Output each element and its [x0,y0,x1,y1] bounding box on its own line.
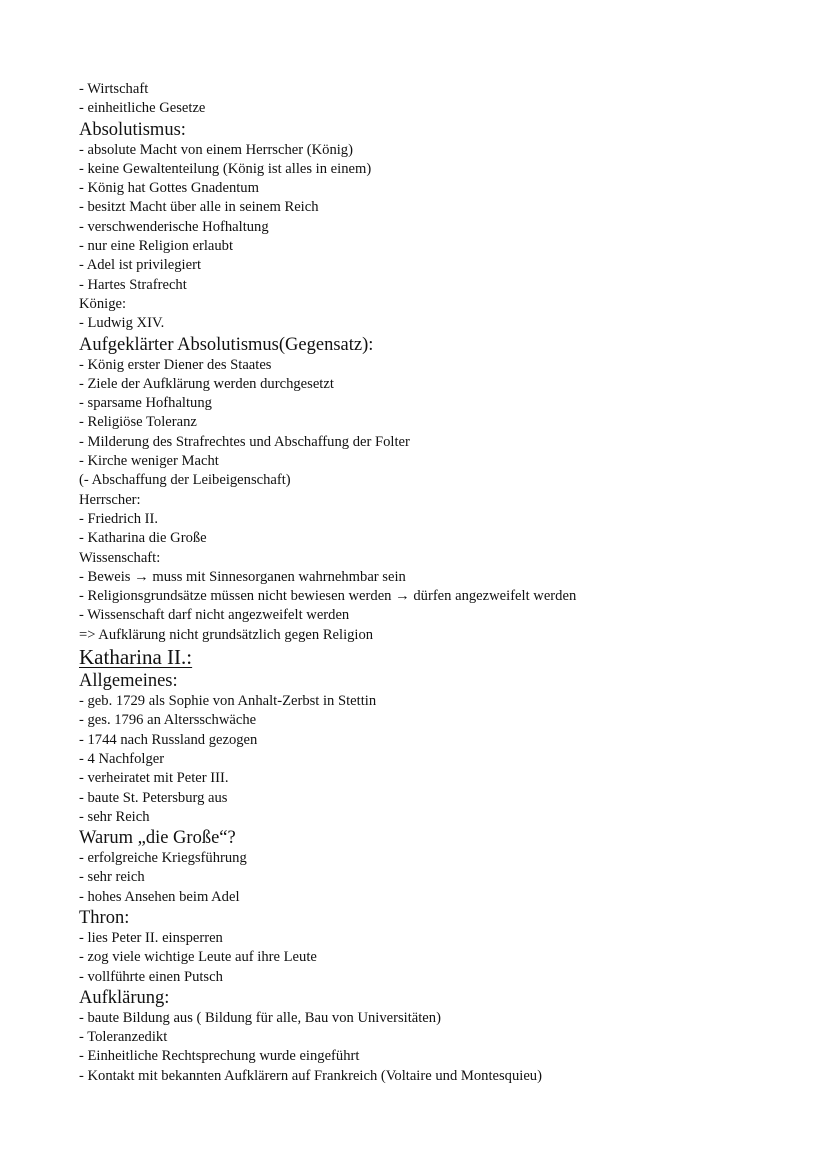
subsection-label-rulers: Herrscher: [79,491,141,508]
list-item: - lies Peter II. einsperren [79,929,223,946]
list-item: - ges. 1796 an Altersschwäche [79,712,257,729]
list-item: - absolute Macht von einem Herrscher (König) [79,141,353,158]
list-item: => Aufklärung nicht grundsätzlich gegen Religion [79,626,374,643]
section-heading-warum-die-grosse: Warum „die Große“? [79,828,236,849]
list-item: - 4 Nachfolger [79,750,165,767]
list-item: - nur eine Religion erlaubt [79,238,233,255]
list-item: - baute Bildung aus ( Bildung für alle, Bau von Universitäten) [79,1009,441,1026]
list-item: - Religionsgrundsätze müssen nicht bewiesen werden → dürfen angezweifelt werden [79,588,577,605]
list-item: - hohes Ansehen beim Adel [79,888,240,905]
list-item: - Toleranzedikt [79,1029,168,1046]
list-item: - König erster Diener des Staates [79,356,272,373]
list-item: - verheiratet mit Peter III. [79,770,229,787]
list-item: - König hat Gottes Gnadentum [79,180,259,197]
list-item: - sparsame Hofhaltung [79,395,212,412]
list-item: - verschwenderische Hofhaltung [79,218,269,235]
list-item: (- Abschaffung der Leibeigenschaft) [79,472,291,489]
list-item: - besitzt Macht über alle in seinem Reich [79,199,319,216]
section-heading-absolutismus: Absolutismus: [79,119,186,140]
list-item: - Einheitliche Rechtsprechung wurde eingeführt [79,1048,360,1065]
section-heading-aufklaerung: Aufklärung: [79,987,170,1008]
list-item: - sehr reich [79,869,145,886]
list-item: - Kontakt mit bekannten Aufklärern auf Frankreich (Voltaire und Montesquieu) [79,1067,542,1084]
list-item: - einheitliche Gesetze [79,100,206,117]
section-heading-allgemeines: Allgemeines: [79,671,178,692]
list-item: - erfolgreiche Kriegsführung [79,850,247,867]
list-item: - zog viele wichtige Leute auf ihre Leute [79,949,317,966]
list-item: - sehr Reich [79,808,150,825]
list-item: - 1744 nach Russland gezogen [79,731,258,748]
list-item: - Beweis → muss mit Sinnesorganen wahrnehmbar sein [79,568,406,585]
list-item: - keine Gewaltenteilung (König ist alles in einem) [79,160,372,177]
list-item: - geb. 1729 als Sophie von Anhalt-Zerbst in Stettin [79,693,377,710]
list-item: - Friedrich II. [79,510,159,527]
section-heading-thron: Thron: [79,907,130,928]
list-item: - Ziele der Aufklärung werden durchgesetzt [79,375,334,392]
list-item: - Hartes Strafrecht [79,276,187,293]
section-heading-aufgeklaerter-absolutismus: Aufgeklärter Absolutismus(Gegensatz): [79,334,374,355]
list-item: - Wirtschaft [79,81,149,97]
list-item: - vollführte einen Putsch [79,968,223,985]
notes-page [79,80,799,1086]
subsection-label-science: Wissenschaft: [79,549,161,566]
list-item: - Milderung des Strafrechtes und Abschaffung der Folter [79,433,410,450]
list-item: - Katharina die Große [79,530,207,547]
list-item: - Religiöse Toleranz [79,414,197,431]
page-title-katharina: Katharina II.: [79,645,193,670]
list-item: - Wissenschaft darf nicht angezweifelt werden [79,607,350,624]
list-item: - Kirche weniger Macht [79,453,219,470]
list-item: - Adel ist privilegiert [79,257,201,274]
subsection-label-kings: Könige: [79,295,127,312]
list-item: - baute St. Petersburg aus [79,789,228,806]
list-item: - Ludwig XIV. [79,315,165,332]
